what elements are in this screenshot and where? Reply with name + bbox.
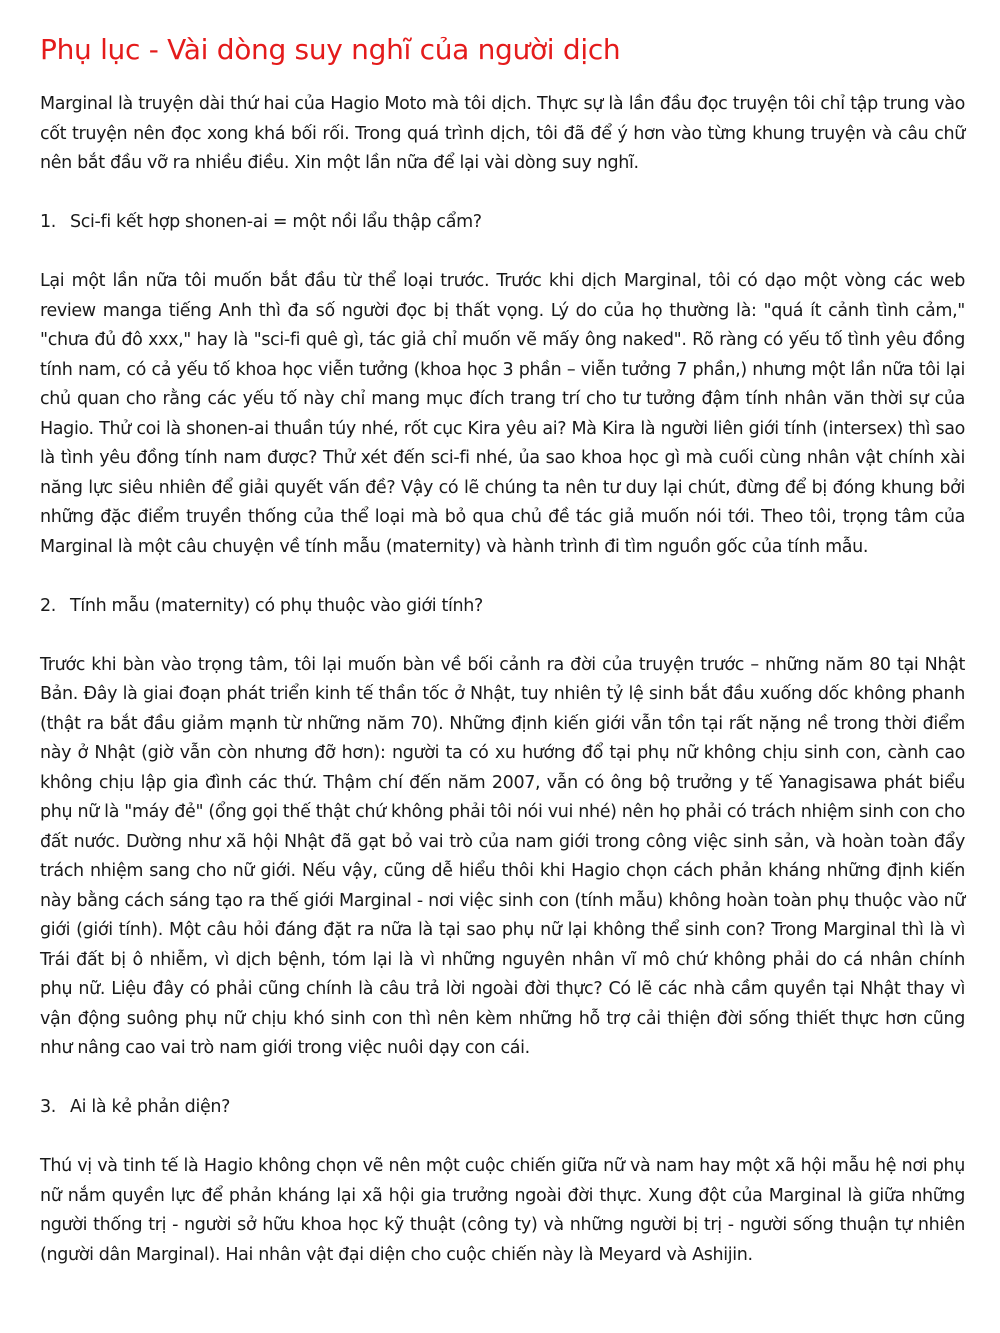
section-2-body: Trước khi bàn vào trọng tâm, tôi lại muốn bàn về bối cảnh ra đời của truyện trước – những năm 80 tại Nhật Bản. Đây là giai đoạn phát triển kinh tế thần tốc ở Nhật, tuy nhiên tỷ lệ sinh bắt đầu xuống dốc không phanh (thật ra bắt đầu giảm mạnh từ những năm 70). Những định kiến giới vẫn tồn tại rất nặng nề trong thời điểm này ở Nhật (giờ vẫn còn nhưng đỡ hơn): người ta có xu hướng đổ tại phụ nữ không chịu sinh con, cành cao không chịu lập gia đình các thứ. Thậm chí đến năm 2007, vẫn có ông bộ trưởng y tế Yanagisawa phát biểu phụ nữ là "máy đẻ" (ổng gọi thế thật chứ không phải tôi nói vui nhé) nên họ phải có trách nhiệm sinh con cho đất nước. Dường như xã hội Nhật đã gạt bỏ vai trò của nam giới trong công việc sinh sản, và hoàn toàn đẩy trách nhiệm sang cho nữ giới. Nếu vậy, cũng dễ hiểu thôi khi Hagio chọn cách phản kháng những định kiến này bằng cách sáng tạo ra thế giới Marginal - nơi việc sinh con (tính mẫu) không hoàn toàn phụ thuộc vào nữ giới (giới tính). Một câu hỏi đáng đặt ra nữa là tại sao phụ nữ lại không thể sinh con? Trong Marginal thì là vì Trái đất bị ô nhiễm, vì dịch bệnh, tóm lại là vì những nguyên nhân vĩ mô chứ không phải do cá nhân chính phụ nữ. Liệu đây có phải cũng chính là câu trả lời ngoài đời thực? Có lẽ các nhà cầm quyền tại Nhật thay vì vận động suông phụ nữ chịu khó sinh con thì nên kèm những hỗ trợ cải thiện đời sống thiết thực hơn cũng như nâng cao vai trò nam giới trong việc nuôi dạy con cái. <box>40 654 965 1058</box>
section-2-number: 2. <box>40 595 56 616</box>
section-1-heading <box>40 208 965 238</box>
section-3-body: Thú vị và tinh tế là Hagio không chọn vẽ nên một cuộc chiến giữa nữ và nam hay một xã hội mẫu hệ nơi phụ nữ nắm quyền lực để phản kháng lại xã hội gia trưởng ngoài đời thực. Xung đột của Marginal là giữa những người thống trị - người sở hữu khoa học kỹ thuật (công ty) và những người bị trị - người sống thuận tự nhiên (người dân Marginal). Hai nhân vật đại diện cho cuộc chiến này là Meyard và Ashijin. <box>40 1156 965 1265</box>
section-2-heading-text: Tính mẫu (maternity) có phụ thuộc vào giới tính? <box>70 595 483 616</box>
page-title: Phụ lục - Vài dòng suy nghĩ của người dịch <box>40 33 621 66</box>
section-3-heading-text: Ai là kẻ phản diện? <box>70 1097 231 1117</box>
section-2-heading <box>40 592 965 622</box>
section-1-body: Lại một lần nữa tôi muốn bắt đầu từ thể loại trước. Trước khi dịch Marginal, tôi có dạo một vòng các web review manga tiếng Anh thì đa số người đọc bị thất vọng. Lý do của họ thường là: "quá ít cảnh tình cảm," "chưa đủ đô xxx," hay là "sci-fi quê gì, tác giả chỉ muốn vẽ mấy ông naked". Rõ ràng có yếu tố tình yêu đồng tính nam, có cả yếu tố khoa học viễn tưởng (khoa học 3 phần – viễn tưởng 7 phần,) nhưng một lần nữa tôi lại chủ quan cho rằng các yếu tố này chỉ mang mục đích trang trí cho tư tưởng đậm tính nhân văn thời sự của Hagio. Thử coi là shonen-ai thuần túy nhé, rốt cục Kira yêu ai? Mà Kira là người liên giới tính (intersex) thì sao là tình yêu đồng tính nam được? Thử xét đến sci-fi nhé, ủa sao khoa học gì mà cuối cùng nhân vật chính xài năng lực siêu nhiên để giải quyết vấn đề? Vậy có lẽ chúng ta nên tư duy lại chút, đừng để bị đóng khung bởi những đặc điểm truyền thống của thể loại mà bỏ qua chủ đề tác giả muốn nói tới. Theo tôi, trọng tâm của Marginal là một câu chuyện về tính mẫu (maternity) và hành trình đi tìm nguồn gốc của tính mẫu. <box>40 271 965 557</box>
section-3-number: 3. <box>40 1097 56 1117</box>
section-1-heading-text: Sci-fi kết hợp shonen-ai = một nồi lẩu thập cẩm? <box>70 212 482 232</box>
document-page <box>40 30 965 1300</box>
intro-paragraph: Marginal là truyện dài thứ hai của Hagio Moto mà tôi dịch. Thực sự là lần đầu đọc truyện tôi chỉ tập trung vào cốt truyện nên đọc xong khá bối rối. Trong quá trình dịch, tôi đã để ý hơn vào từng khung truyện và câu chữ nên bắt đầu vỡ ra nhiều điều. Xin một lần nữa để lại vài dòng suy nghĩ. <box>40 94 965 173</box>
section-3-heading <box>40 1093 965 1123</box>
section-1-number: 1. <box>40 212 56 232</box>
